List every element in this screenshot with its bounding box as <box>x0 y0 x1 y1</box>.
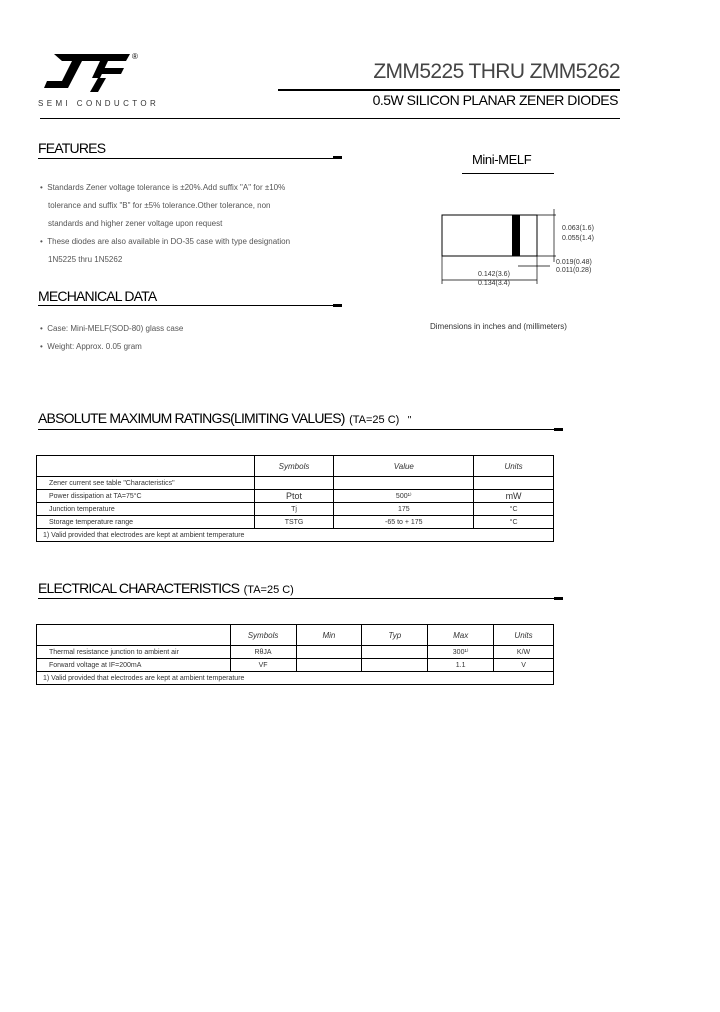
features-list <box>40 179 350 269</box>
table-row: Storage temperature range TSTG -65 to + 175 °C <box>37 516 554 529</box>
mechanical-rule <box>38 305 338 306</box>
table-row: Thermal resistance junction to ambient air RθJA 300¹⁾ K/W <box>37 646 554 659</box>
table-row: Power dissipation at TA=75°C Ptot 500¹⁾ mW <box>37 490 554 503</box>
table-footnote-row: 1) Valid provided that electrodes are kept at ambient temperature <box>37 529 554 542</box>
table-row: Forward voltage at IF=200mA VF 1.1 V <box>37 659 554 672</box>
table-row: Zener current see table "Characteristics" <box>37 477 554 490</box>
abs-max-heading: ABSOLUTE MAXIMUM RATINGS(LIMITING VALUES) (TA=25 C) " <box>38 410 412 426</box>
table-header-row: Symbols Min Typ Max Units <box>37 625 554 646</box>
electrical-rule <box>38 598 558 599</box>
title-rule <box>278 89 620 91</box>
list-item: • These diodes are also available in DO-35 case with type designation <box>40 237 291 246</box>
list-item: standards and higher zener voltage upon request <box>48 219 223 228</box>
company-name: SEMI CONDUCTOR <box>38 99 160 108</box>
features-rule-marker <box>333 156 342 159</box>
electrical-heading: ELECTRICAL CHARACTERISTICS (TA=25 C) <box>38 580 294 596</box>
electrical-rule-marker <box>554 597 563 600</box>
mechanical-list <box>40 320 340 356</box>
features-rule <box>38 158 338 159</box>
length-dimension: 0.142(3.6) 0.134(3.4) <box>478 271 510 287</box>
package-outline-drawing <box>430 200 590 292</box>
abs-max-table <box>36 455 554 542</box>
dimensions-caption: Dimensions in inches and (millimeters) <box>430 322 567 331</box>
registered-mark: ® <box>132 52 138 61</box>
package-label: Mini-MELF <box>472 152 532 167</box>
table-header-row: Symbols Value Units <box>37 456 554 477</box>
diameter-dimension: 0.063(1.6) 0.055(1.4) <box>562 225 594 242</box>
list-item: tolerance and suffix "B" for ±5% tolerance.Other tolerance, non <box>48 201 271 210</box>
band-dimension: 0.019(0.48) 0.011(0.28) <box>556 259 592 274</box>
table-row: Junction temperature Tj 175 °C <box>37 503 554 516</box>
company-logo <box>40 52 132 94</box>
package-label-rule <box>462 173 554 174</box>
mechanical-heading: MECHANICAL DATA <box>38 288 157 304</box>
list-item: • Weight: Approx. 0.05 gram <box>40 342 142 351</box>
document-title: ZMM5225 THRU ZMM5262 <box>373 60 620 83</box>
subtitle-rule <box>40 118 620 119</box>
table-footnote-row: 1) Valid provided that electrodes are kept at ambient temperature <box>37 672 554 685</box>
list-item: 1N5225 thru 1N5262 <box>48 255 123 264</box>
electrical-table <box>36 624 554 685</box>
list-item: • Standards Zener voltage tolerance is ±20%.Add suffix "A" for ±10% <box>40 183 286 192</box>
list-item: • Case: Mini-MELF(SOD-80) glass case <box>40 324 184 333</box>
features-heading: FEATURES <box>38 140 106 156</box>
abs-max-rule <box>38 429 558 430</box>
mechanical-rule-marker <box>333 304 342 307</box>
document-subtitle: 0.5W SILICON PLANAR ZENER DIODES <box>372 92 618 108</box>
abs-max-rule-marker <box>554 428 563 431</box>
